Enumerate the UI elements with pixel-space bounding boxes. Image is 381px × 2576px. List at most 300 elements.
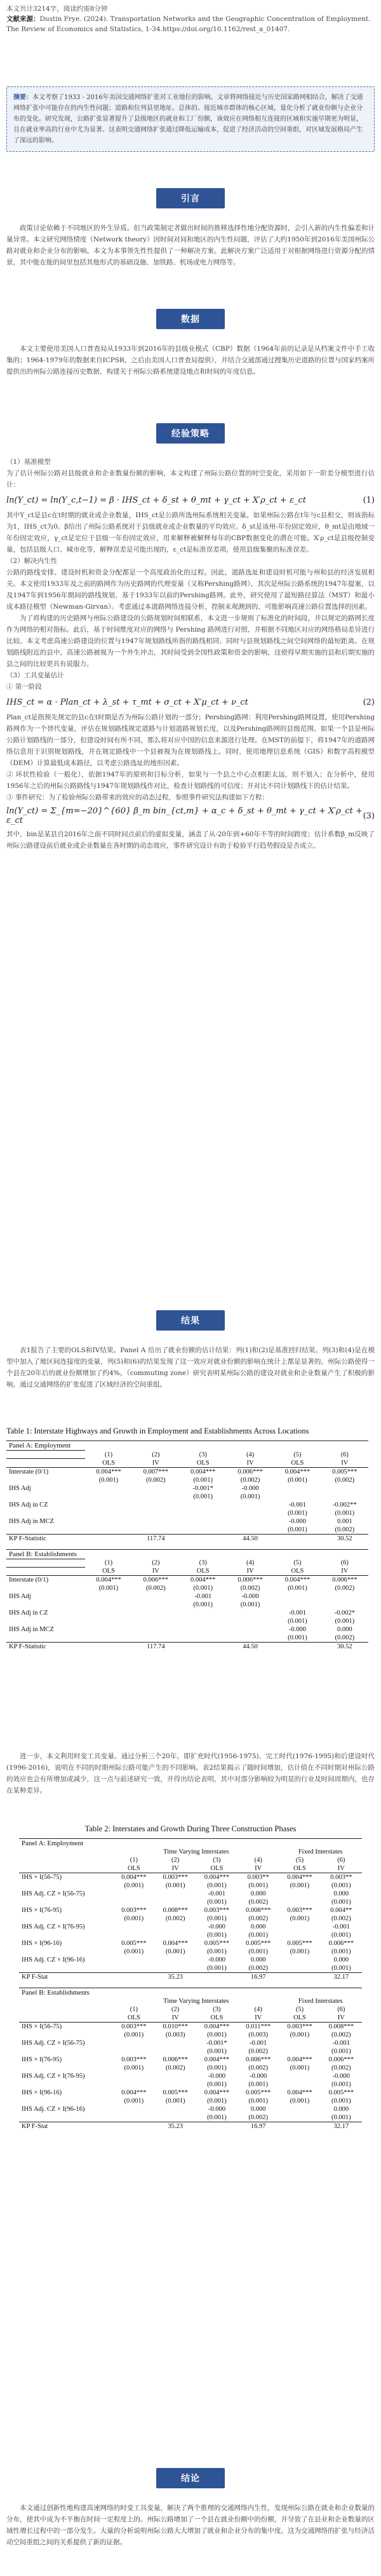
table-1-panel-a-title: Panel A: Employment	[6, 1441, 368, 1451]
table-2-colnum: (1)	[130, 2006, 138, 2013]
table-cell: 0.004***	[85, 1576, 132, 1585]
table-cell: (0.002)	[248, 1899, 269, 1906]
intro-paragraph: 政策讨论依赖于不同地区的外生异质。但当政策制定者做出时间的推移选择性地分配资源时，会引入新的内生性偏差和计量异常。本文研究网络情度（Network theory）因时间对间和地区的内生性问题，评估了大约1950年到2016年美国州际公路对就业和企业分布的影响。本文为本事领先性性提供了一种解决方案。此解决方案广泛适用于对根据网络进行资源分配的情景，其中能在能的间里包括其他形式的基础设施、加铁路、机场或电力网络等。	[6, 224, 375, 266]
table-cell	[155, 1923, 196, 1931]
table-cell: 0.000	[333, 1956, 349, 1963]
table-cell: (0.001)	[207, 2081, 227, 2088]
kp-value: 30.52	[321, 1643, 368, 1651]
table-cell	[180, 1625, 227, 1634]
table-cell: 0.004**	[330, 1907, 352, 1914]
table-cell	[274, 1493, 321, 1501]
table-1-colnum: (2)	[152, 1559, 160, 1566]
table-cell: 0.003***	[287, 1907, 312, 1914]
strategy-p1-explain: 其中Y_ct是县c在t时期的就业或企业数量，IHS_ct是公路所选州际系统相关变量。如果州际公路在t年与c县相交，则该指标为1，IHS_ct为0。β给出了州际公路系统对于县级就业或企业数量的平均效应。δ_st是该州-年份固定效应，θ_mt是由地域一年份固定效应，γ_ct是定位于县级一年份固定效应，用来解释被解释每年的CBP数据变化的潜在可能。X′ρ_ct是县级控制变量，包括县级人口、城市化等，解释误差是可能出现的，ε_ct是标准误差项，使用县级集聚的标准误差。	[6, 512, 375, 553]
table-cell	[279, 1890, 320, 1898]
equation-2-text: IHS_ct = α · Plan_ct + λ_st + τ_mt + σ_ct + X′μ_ct + ν_ct	[6, 697, 248, 707]
table-row	[19, 2056, 362, 2064]
table-cell: (0.001)	[124, 1948, 144, 1955]
strategy-event-explain: 其中，bin是某县自2016年之前不同时间点前后的虚拟变量，涵盖了从-20年到+60年不等的时间跨度；估计系数β_m反映了州际公路建设前后就业或企业数量在各时期的动态效应，事件研究设计有助于检验平行趋势假设是否成立。	[6, 830, 375, 850]
table-cell: (0.001)	[288, 1509, 307, 1517]
table-cell	[85, 1634, 132, 1643]
table-cell: 0.005***	[287, 1940, 312, 1947]
table-cell: 0.006***	[227, 1467, 274, 1476]
table-1-coltype: IV	[152, 1568, 159, 1575]
table-cell: (0.002)	[240, 1476, 260, 1484]
table-cell	[227, 1634, 274, 1643]
table-row-label-empty	[19, 2031, 113, 2039]
table-cell: 0.003**	[237, 1873, 279, 1882]
kp-label: KP F-Stat	[19, 1973, 113, 1982]
table-row-label-empty	[6, 1476, 85, 1484]
table-cell	[85, 1625, 132, 1634]
table-cell: (0.002)	[335, 1634, 355, 1641]
table-cell	[155, 2047, 196, 2056]
table-1-colnum: (6)	[340, 1451, 349, 1458]
table-cell: 0.005***	[163, 2089, 188, 2096]
table-cell: 0.004***	[85, 1467, 132, 1476]
table-row	[19, 1898, 362, 1906]
strategy-p2: 公路的路线安排、建设时机和资金分配都是一个高度政治化的过程。因此，道路选址和建设时机可能与州和县的经济发展相关。本文使用1933年及之前的路网作为历史路网的代理变量（又称Pershing路网），其次是州际公路系统的1947年提案，以及1947年到1956年期间的路线规划，基于1933年以前的Pershing路网。此外，研究使用了最短路径算法（MST）和最小成本路径模型（Newman-Girvan）。考虑通过本道路网络连接分析，控制未观测到的、可能影响高速公路位置选择的因素。	[6, 569, 375, 611]
table-cell	[85, 1617, 132, 1625]
table-cell: (0.001)	[331, 1965, 351, 1972]
table-cell: -0.000	[332, 2073, 350, 2080]
table-cell: 0.004***	[279, 1873, 320, 1882]
table-row	[19, 2039, 362, 2047]
table-cell	[132, 1617, 179, 1625]
table-2-coltype: OLS	[127, 2014, 140, 2021]
table-row-label: IHS × I(76-95)	[22, 1907, 62, 1914]
table-2-panel-a-title: Panel A: Employment	[19, 1839, 362, 1848]
table-1-coltype: OLS	[196, 1459, 210, 1467]
table-1-corner	[6, 1451, 85, 1459]
table-cell: (0.001)	[124, 2098, 144, 2105]
table-row-label: IHS Adj. CZ × I(76-95)	[22, 1923, 85, 1930]
table-cell	[155, 2105, 196, 2113]
table-cell	[85, 1601, 132, 1609]
kp-value	[85, 1534, 132, 1543]
table-2-colnum: (5)	[295, 1857, 304, 1864]
table-row	[19, 2097, 362, 2105]
table-cell: (0.001)	[124, 1915, 144, 1922]
table-1-coltype: OLS	[102, 1459, 115, 1467]
table-2-title: Table 2: Interstates and Growth During Three Construction Phases	[84, 1824, 297, 1833]
table-cell: -0.001*	[192, 1484, 213, 1492]
table-row-label: IHS × I(76-95)	[22, 2056, 62, 2063]
table-cell: 0.006***	[321, 1576, 368, 1585]
table-2-coltype: IV	[171, 1865, 179, 1872]
table-cell: (0.001)	[207, 1932, 227, 1939]
table-cell	[180, 1509, 227, 1517]
table-cell: (0.001)	[207, 1882, 227, 1889]
table-cell	[113, 2047, 154, 2056]
table-cell	[227, 1501, 274, 1509]
table-cell: (0.001)	[207, 1899, 227, 1906]
section-intro	[0, 188, 381, 268]
table-2-colnum: (6)	[337, 2006, 345, 2013]
table-cell	[132, 1526, 179, 1535]
table-cell: (0.002)	[248, 2114, 269, 2121]
table-cell: (0.001)	[331, 2048, 351, 2055]
source-label: 文献来源：	[6, 15, 40, 23]
table-cell: (0.001)	[290, 2098, 310, 2105]
table-cell: 0.003***	[121, 2056, 147, 2063]
table-cell	[113, 2072, 154, 2080]
table-cell: (0.002)	[335, 1476, 355, 1484]
table-cell: (0.001)	[288, 1634, 307, 1641]
table-cell: -0.001*	[206, 2040, 227, 2047]
table-cell: (0.001)	[288, 1618, 307, 1625]
table-cell: (0.001)	[124, 2064, 144, 2071]
between-tables	[0, 1751, 381, 1796]
strategy-subtitle-3: （3）工具变量估计	[6, 672, 64, 679]
table-row-label-empty	[6, 1493, 85, 1501]
table-cell: 0.008***	[246, 1907, 271, 1914]
table-2-coltype: OLS	[210, 2014, 224, 2021]
kp-row	[19, 1973, 362, 1982]
table-cell: (0.001)	[193, 1493, 213, 1500]
table-row-label-empty	[19, 1915, 113, 1923]
table-cell	[132, 1509, 179, 1517]
table-cell: 0.008***	[321, 2023, 362, 2031]
table-cell: (0.001)	[331, 1899, 351, 1906]
table-cell	[279, 1964, 320, 1973]
table-cell: 0.004***	[274, 1467, 321, 1476]
kp-row	[6, 1643, 368, 1651]
table-row-label: IHS × I(56-75)	[19, 1873, 113, 1882]
spacer-row	[19, 1981, 362, 1988]
spacer-row	[6, 1651, 368, 1657]
table-2-colnum-row	[19, 2005, 362, 2014]
table-row	[19, 2023, 362, 2031]
table-1-corner	[6, 1459, 85, 1468]
table-row-label: IHS Adj in CZ	[9, 1501, 48, 1508]
table-row-label: IHS Adj. CZ × I(76-95)	[22, 2073, 85, 2080]
table-cell: (0.002)	[165, 1915, 185, 1922]
table-1-coltype-row	[6, 1567, 368, 1576]
table-cell	[321, 1592, 368, 1601]
section-conclusion	[0, 2468, 381, 2548]
table-cell: 0.007***	[132, 1467, 179, 1476]
table-cell: 0.000	[250, 1956, 266, 1963]
table-cell: (0.001)	[248, 1948, 269, 1955]
strategy-p1: 为了估计州际公路对县级就业和企业数量份额的影响，本文构建了州际公路位置的时空变化，采用如下一阶差分模型进行估计：	[6, 470, 375, 489]
table-row	[6, 1517, 368, 1526]
table-cell	[180, 1617, 227, 1625]
section-heading-intro: 引言	[156, 188, 225, 208]
table-cell	[155, 1964, 196, 1973]
table-cell: (0.001)	[207, 2048, 227, 2055]
kp-value: 35.23	[155, 1973, 196, 1982]
table-cell	[227, 1517, 274, 1526]
table-cell: (0.001)	[248, 2098, 269, 2105]
table-row	[19, 1881, 362, 1890]
kp-value	[279, 2122, 320, 2131]
table-cell	[279, 2047, 320, 2056]
table-2-coltype: IV	[171, 2014, 179, 2021]
kp-value	[196, 1973, 237, 1982]
table-cell: -0.001	[208, 1890, 225, 1897]
table-cell: (0.001)	[165, 1948, 185, 1955]
table-cell	[155, 1890, 196, 1898]
table-cell: 0.005***	[204, 1940, 230, 1947]
table-cell: (0.001)	[124, 2031, 144, 2038]
table-row-label: IHS Adj. CZ × I(56-75)	[22, 1890, 85, 1897]
kp-label: KP F-Statistic	[6, 1534, 85, 1543]
table-1-colnum-row	[6, 1451, 368, 1459]
table-cell	[132, 1601, 179, 1609]
table-row-label-empty	[19, 1931, 113, 1939]
table-row	[19, 2047, 362, 2056]
table-cell: 0.004***	[121, 2089, 147, 2096]
table-cell	[155, 2113, 196, 2122]
table-cell: (0.001)	[288, 1476, 307, 1484]
table-cell: -0.000	[208, 1956, 225, 1963]
table-1-coltype: IV	[246, 1568, 254, 1575]
table-2-coltype: OLS	[210, 1865, 224, 1872]
table-1-panel-b-title: Panel B: Establishments	[6, 1549, 368, 1559]
table-row-label: IHS × I(96-16)	[22, 1940, 62, 1947]
table-cell	[180, 1501, 227, 1509]
table-cell: (0.001)	[124, 1882, 144, 1889]
table-1-colnum: (5)	[293, 1559, 302, 1566]
kp-label: KP F-Stat	[19, 2122, 113, 2131]
table-row-label: IHS Adj in MCZ	[9, 1517, 54, 1525]
table-cell: 0.011***	[237, 2023, 279, 2031]
table-cell: (0.002)	[335, 1585, 355, 1592]
table-cell	[279, 1923, 320, 1931]
kp-value: 35.23	[155, 2122, 196, 2131]
table-cell: (0.001)	[248, 2081, 269, 2088]
table-row	[6, 1467, 368, 1476]
table-1-coltype: OLS	[291, 1568, 304, 1575]
table-cell: 0.003***	[204, 1907, 230, 1914]
table-cell: 0.003***	[155, 1873, 196, 1882]
table-cell: (0.001)	[331, 1882, 351, 1889]
equation-1-text: ln(Y_ct) = ln(Y_c,t−1) = β · IHS_ct + δ_st + θ_mt + γ_ct + X′ρ_ct + ε_ct	[6, 495, 306, 505]
table-cell: (0.001)	[207, 2098, 227, 2105]
table-1-colnum: (1)	[104, 1451, 113, 1458]
kp-value: 16.97	[237, 1973, 279, 1982]
kp-value: 30.52	[321, 1534, 368, 1543]
table-cell: (0.001)	[248, 1932, 269, 1939]
table-cell: (0.001)	[335, 1509, 355, 1517]
equation-3	[0, 803, 381, 829]
table-cell: -0.001	[332, 2040, 350, 2047]
table-row-label: IHS Adj	[9, 1593, 31, 1600]
strategy-p3: 为了将构建的历史路网与州际公路建设的公路规划时间相联系，本文进一步规则了标准化的时间段，并以规定的路网长度作为网络的相对指标。此后，基于时间维度对应的网络与 Pershing 路网进行对照，并根据不同地区对应的网络格局差异进行比较。本文考虑高速公路建设的位置与1947年规划路线所指的路线相同、同时与县规划路线之间空间网络的最短距离。在规划路线附近的县中，高速公路被视为一个外生冲击，其时间受到全国性政策和资金的影响，这使得早期实施的县和后期实施的县之间的比较更具有说服力。	[6, 614, 375, 668]
table-cell: (0.001)	[331, 2114, 351, 2121]
table-row-label-empty	[19, 1948, 113, 1956]
table-cell	[227, 1625, 274, 1634]
kp-value: 44.50	[227, 1643, 274, 1651]
table-row	[6, 1576, 368, 1585]
section-heading-results: 结果	[156, 1310, 225, 1331]
kp-value	[113, 2122, 154, 2131]
table-1-colnum: (1)	[104, 1559, 113, 1566]
table-row-label: IHS × I(56-75)	[19, 2023, 113, 2031]
table-row	[19, 2113, 362, 2122]
table-2-colnum-row	[19, 1856, 362, 1864]
table-cell: -0.001	[332, 1923, 350, 1930]
abstract-text: 本文考察了1933 - 2016年美国交通网络扩张对工业地位的影响。文章将网络接近与历史国家路网相结合，解决了交通网络扩张中可能存在的内生性问题；道路和位列县里地址、总体的、接近城市群体的核心区域，量化分析了就业份额与企业分布的变化。研究发现，公路扩张显著提升了县级地区的就业和工厂份额，该效应在网络相互连接的区域和实施早期更为明显，且在就业率高的行业中尤为显著。这表明交通网络扩张通过降低运输成本，促进了经济活动的空间重组，对区域发展格局产生了深远的影响。	[13, 94, 363, 144]
table-row-label: IHS Adj in CZ	[9, 1610, 48, 1617]
kp-value: 117.74	[132, 1534, 179, 1543]
table-cell: (0.001)	[240, 1601, 260, 1608]
table-cell	[85, 1609, 132, 1617]
table-row	[6, 1609, 368, 1617]
table-cell	[132, 1517, 179, 1526]
table-2-group-row	[19, 1997, 362, 2005]
between-tables-paragraph: 进一步，本文利用时变工具变量。通过分析三个20年，即扩充时代(1956-1975)、完工时代(1976-1995)和后建设时代(1996-2016)，说明在不同的时期州际公路可能产生的不同影响。表2结果揭示了随时间增加，估计值在不同时期对州际公路的效应也会有所增加或减少，这一点与前述研究一致，并得出结论表明，其中对部分影响较为明显的行业及时间周期内，也存在某种差异。	[6, 1752, 375, 1794]
abstract-label: 摘要：	[13, 94, 32, 101]
table-2-group-2: Fixed Interstates	[298, 1998, 343, 2005]
section-heading-data: 数据	[156, 309, 225, 329]
source-citation	[6, 14, 375, 34]
table-cell: (0.001)	[331, 2081, 351, 2088]
table-cell	[227, 1509, 274, 1517]
table-1-coltype: IV	[246, 1459, 254, 1467]
table-cell: 0.006***	[328, 2056, 354, 2063]
table-cell	[85, 1509, 132, 1517]
strategy-robustness: ② 环状性检验（一般化），依据1947年的原则和目标分析，如果与一个县之中心点相距太远，则不划入；在分析中，使用1956年之后的州际公路路线与1947年规划路线作对比，检查计划路线的可信度；并对比不同计划路线下的估计结果。	[6, 771, 375, 790]
table-cell	[227, 1609, 274, 1617]
table-2-coltype-row	[19, 1864, 362, 1873]
table-row	[6, 1509, 368, 1517]
kp-value	[274, 1643, 321, 1651]
table-row-label: IHS Adj	[9, 1484, 31, 1492]
table-2-group-1: Time Varying Interstates	[163, 1848, 229, 1855]
table-cell	[85, 1484, 132, 1493]
table-1-coltype: IV	[341, 1568, 349, 1575]
table-row	[6, 1592, 368, 1601]
table-cell: (0.001)	[193, 1585, 213, 1592]
table-2-panel-b-title: Panel B: Establishments	[19, 1988, 362, 1998]
table-row	[6, 1493, 368, 1501]
table-cell: (0.001)	[288, 1585, 307, 1592]
table-1-panel-b-title-row	[6, 1549, 368, 1559]
equation-1-number: (1)	[363, 495, 375, 505]
section-data	[0, 309, 381, 377]
table-1	[0, 1426, 381, 1657]
table-cell: (0.001)	[207, 1948, 227, 1955]
table-cell: (0.001)	[335, 1618, 355, 1625]
kp-value	[196, 2122, 237, 2131]
data-paragraph: 本文主要使用美国人口普查局从1933年到2016年的县级业模式（CBP）数据（1964年前的记录是从档案文件中手工收集的；1964-1979年的数据来自ICPSR，之后由美国人口普查局提供），并结合交通部通过搜集历史道路的位置与国家档案所提供出的州际公路连接历史数据，构建关于州际公路系统建设地点和时间的年度信息。	[6, 345, 375, 376]
table-cell: 0.006***	[227, 1576, 274, 1585]
table-row	[19, 1964, 362, 1973]
table-cell: 0.004***	[180, 1576, 227, 1585]
table-cell: (0.001)	[290, 1948, 310, 1955]
results-paragraph: 表1报告了主要的OLS和IV结果。Panel A 给出了就业份额的估计结果：列(1)和(2)是基准回归结果。列(3)和(4)是在模型中加入了地区间连接度的变量，列(5)和(6)的结果发现了这一效应对就业份额的影响在统计上都是显著的。州际公路使得一个县在20年后的就业份额增加了约4%。（commuting zone）研究表明某州际公路的建设对就业和企业数量产生了积极的影响，通过交通网络的扩张促进了区域经济的空间重组。	[6, 1346, 375, 1388]
table-cell	[113, 2080, 154, 2089]
table-cell: (0.002)	[335, 1526, 355, 1533]
table-cell: 0.006***	[163, 2056, 188, 2063]
table-cell	[155, 2039, 196, 2047]
table-2-coltype: IV	[337, 1865, 345, 1872]
table-cell: 0.010***	[155, 2023, 196, 2031]
table-cell: (0.001)	[331, 1948, 351, 1955]
table-cell: -0.000	[241, 1484, 259, 1492]
table-cell: (0.002)	[248, 2064, 269, 2071]
table-1-colnum-row	[6, 1559, 368, 1567]
table-row-label-empty	[19, 2097, 113, 2105]
strategy-subtitle-1: （1）基准模型	[6, 458, 51, 466]
table-2-colnum: (2)	[171, 2006, 180, 2013]
table-cell: (0.001)	[207, 1915, 227, 1922]
table-cell: 0.003***	[113, 2023, 154, 2031]
table-cell	[321, 1484, 368, 1493]
table-cell	[85, 1517, 132, 1526]
table-row	[19, 1915, 362, 1923]
table-1-grid	[6, 1441, 368, 1657]
kp-value: 32.17	[321, 1973, 362, 1982]
kp-value: 117.74	[132, 1643, 179, 1651]
kp-row	[6, 1534, 368, 1543]
table-row-label-empty	[19, 2064, 113, 2072]
kp-value: 44.50	[227, 1534, 274, 1543]
table-cell: -0.000	[208, 2073, 225, 2080]
table-cell: -0.002*	[334, 1610, 355, 1617]
table-2-coltype: OLS	[293, 2014, 306, 2021]
table-cell	[180, 1609, 227, 1617]
table-cell: -0.001	[288, 1610, 306, 1617]
table-cell	[180, 1634, 227, 1643]
section-heading-conclusion: 结论	[156, 2468, 225, 2488]
table-cell: 0.006***	[246, 2056, 271, 2063]
table-1-coltype: IV	[152, 1459, 159, 1467]
table-row	[6, 1526, 368, 1535]
table-2-coltype: IV	[255, 2014, 262, 2021]
table-row	[19, 1923, 362, 1931]
table-2-colnum: (1)	[130, 1857, 138, 1864]
table-cell: 0.004***	[196, 2023, 237, 2031]
equation-2	[0, 693, 381, 712]
strategy-subtitle-2: （2）解决内生性	[6, 557, 58, 565]
table-cell: 0.005***	[321, 1467, 368, 1476]
table-cell	[155, 1898, 196, 1906]
table-cell	[227, 1617, 274, 1625]
table-1-corner	[6, 1559, 85, 1567]
table-2-colnum: (6)	[337, 1857, 345, 1864]
table-row	[6, 1601, 368, 1609]
table-cell: (0.001)	[288, 1526, 307, 1533]
table-cell	[274, 1484, 321, 1493]
table-row-label-empty	[19, 2047, 113, 2056]
table-row-label-empty	[19, 2080, 113, 2089]
strategy-p4-explain: Plan_ct是指预先规定的县c在t时期是否为州际公路计划的一部分；Pershing路网：利用Pershing路网设置，使用Pershing路网作为一个替代变量，评估在规划路线规定道路与计划道路规划长度，以及Pershing路网的县级范围。如果一个县是州际公路计划路线的一部分，但建设时间有所不同，那么将对应中国的信息来源进行处理。在MST的前提下，将1947年的道路网络信息用于识别规划路线，并在规定路线中一个县被视为在规划路线上。同时，使用地理信息系统（GIS）和数字高程模型（DEM）计算最低成本路径，以考虑公路选址的地形因素。	[6, 714, 375, 767]
table-cell	[132, 1625, 179, 1634]
table-cell: -0.001	[250, 2040, 267, 2047]
table-cell: 0.006***	[132, 1576, 179, 1585]
table-1-coltype: OLS	[196, 1568, 210, 1575]
table-cell: 0.004***	[180, 1467, 227, 1476]
table-cell: (0.001)	[240, 1493, 260, 1500]
table-2-colnum: (4)	[254, 1857, 262, 1864]
table-cell	[132, 1493, 179, 1501]
table-cell: 0.004***	[113, 1873, 154, 1882]
table-cell	[279, 2113, 320, 2122]
table-2-colnum: (5)	[295, 2006, 304, 2013]
table-cell: 0.005***	[121, 1940, 147, 1947]
table-cell: (0.002)	[165, 2064, 185, 2071]
table-1-coltype-row	[6, 1459, 368, 1468]
table-cell	[279, 2080, 320, 2089]
table-cell: 0.005***	[328, 2089, 354, 2096]
table-row	[19, 1948, 362, 1956]
source-text: Dustin Frye. (2024). Transportation Networks and the Geographic Concentration of Employment. The Review of Economics and Statistics, 1-34.https://doi.org/10.1162/rest_a_01407.	[6, 15, 371, 33]
table-row-label: Interstate (0/1)	[6, 1467, 85, 1476]
table-cell: 0.000	[333, 2106, 349, 2113]
